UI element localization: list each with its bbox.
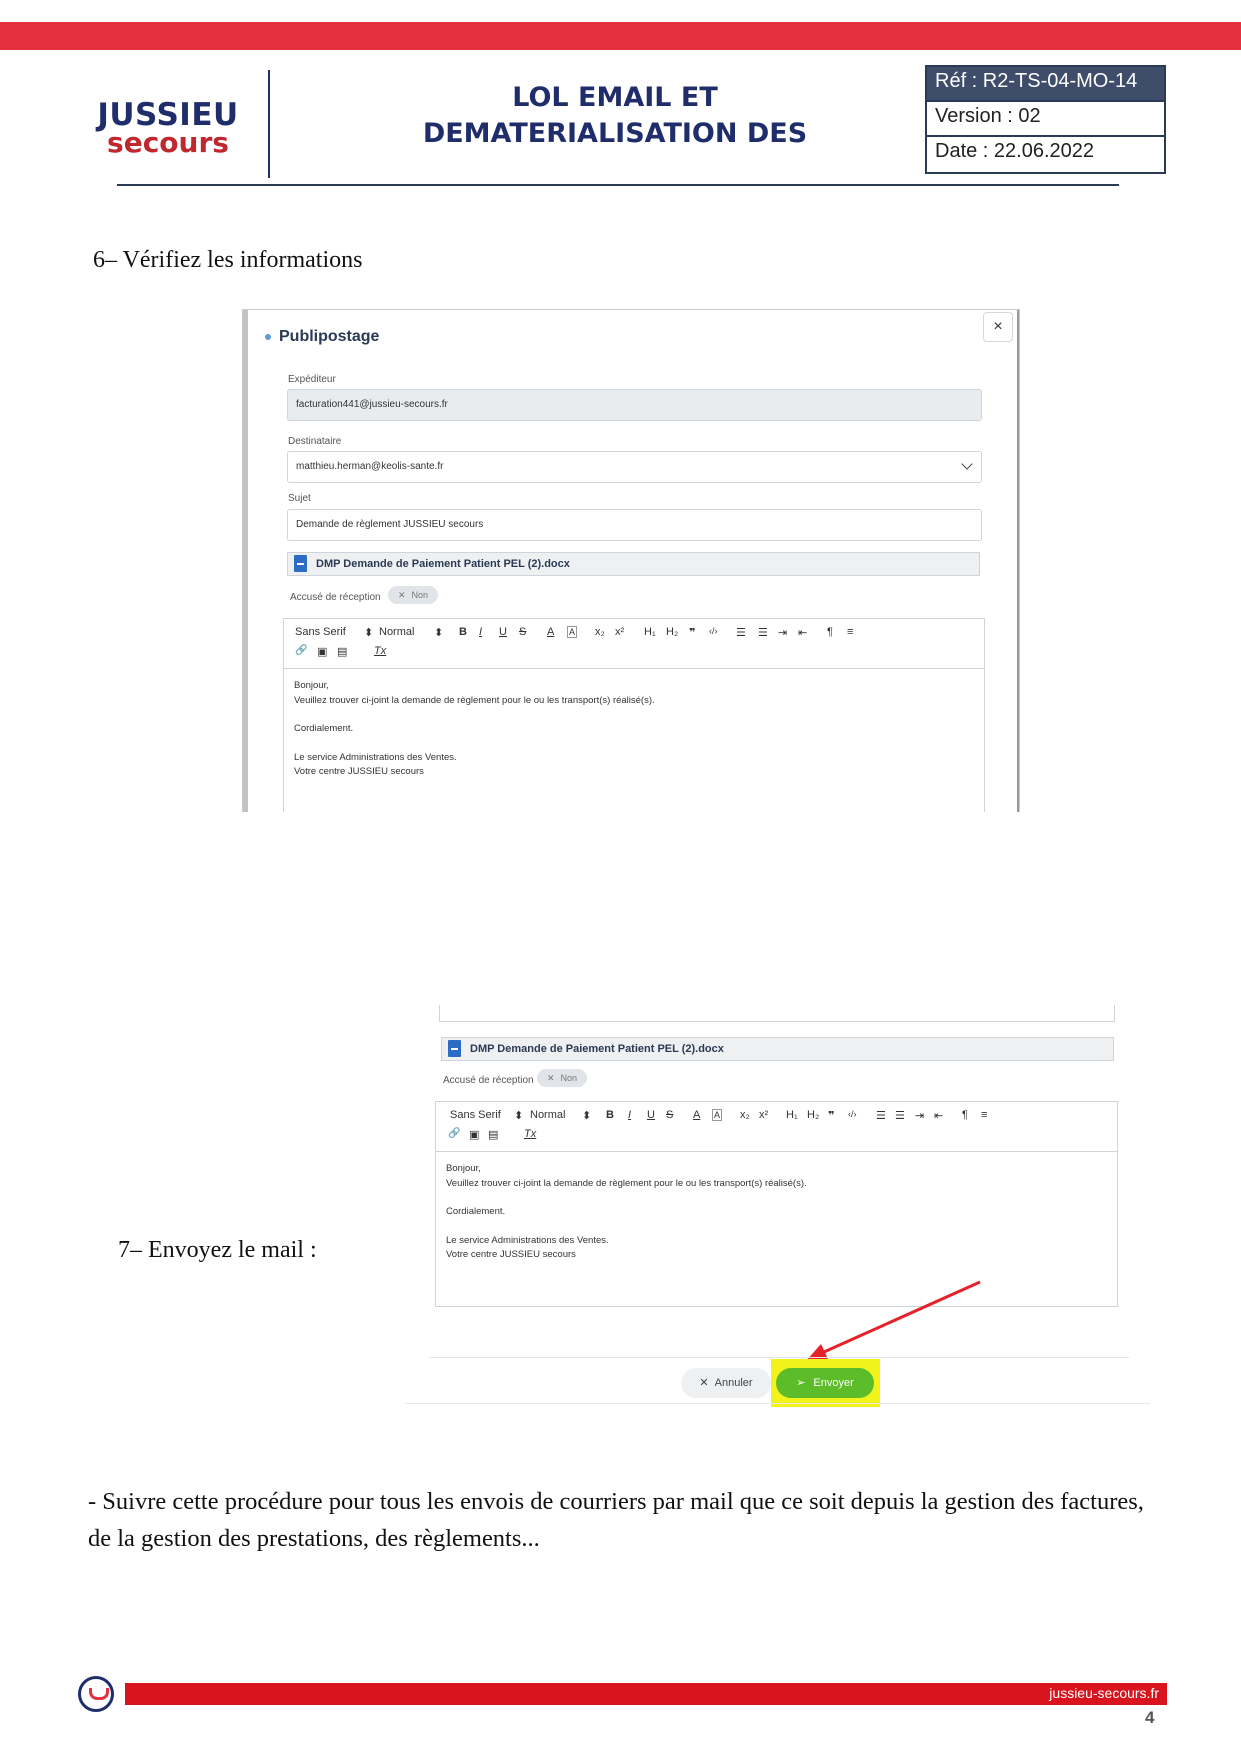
ack-label: Accusé de réception	[443, 1075, 534, 1086]
indent-button[interactable]: ⇥	[778, 627, 788, 639]
procedure-note: - Suivre cette procédure pour tous les envois de courriers par mail que ce soit depuis la gestion des factures, de la gestion des prestations, des règlements...	[88, 1488, 1144, 1552]
ack-toggle-label: Non	[560, 1073, 578, 1083]
x-icon: ✕	[547, 1073, 555, 1083]
underline-button[interactable]: U	[647, 1109, 655, 1121]
chevron-down-icon	[961, 458, 972, 469]
modal-title	[265, 328, 379, 346]
step7-heading: 7– Envoyez le mail :	[118, 1237, 317, 1263]
arrow-shaft	[815, 1282, 980, 1356]
link-button[interactable]: 🔗	[295, 645, 308, 656]
quote-button[interactable]: ❞	[689, 627, 696, 639]
body-line: Votre centre JUSSIEU secours	[294, 766, 424, 777]
footer-bar	[125, 1683, 1167, 1705]
red-arrow-annotation	[405, 1005, 1150, 1405]
ack-label: Accusé de réception	[290, 592, 381, 603]
logo-line1: JUSSIEU	[97, 97, 239, 133]
recipient-value: matthieu.herman@keolis-sante.fr	[296, 461, 444, 472]
word-doc-icon	[294, 555, 307, 572]
ordered-list-button[interactable]: ☰	[876, 1110, 886, 1122]
rtl-button[interactable]: ¶	[827, 626, 833, 638]
send-button[interactable]	[776, 1368, 874, 1398]
body-line: Cordialement.	[294, 723, 354, 734]
footer-logo-icon	[78, 1676, 114, 1712]
ack-toggle-label: Non	[411, 590, 429, 600]
modal-title-text: Publipostage	[279, 328, 380, 345]
recipient-select[interactable]	[287, 451, 982, 483]
code-button[interactable]: ‹/›	[848, 1109, 857, 1119]
close-button[interactable]: ×	[983, 312, 1013, 342]
cancel-button[interactable]	[681, 1368, 771, 1398]
header-rule	[117, 184, 1119, 186]
clean-format-button[interactable]: Tx	[524, 1128, 537, 1140]
body-line: Le service Administrations des Ventes.	[446, 1234, 609, 1246]
subject-input[interactable]: Demande de règlement JUSSIEU secours	[287, 509, 982, 541]
underline-button[interactable]: U	[499, 626, 507, 638]
editor-body[interactable]	[284, 669, 984, 790]
version-number: Version : 02	[927, 102, 1164, 137]
reference-number: Réf : R2-TS-04-MO-14	[927, 67, 1164, 102]
document-title	[390, 80, 840, 152]
rich-text-editor[interactable]	[283, 618, 985, 812]
jussieu-logo	[78, 97, 258, 159]
send-mail-screenshot	[405, 1005, 1150, 1405]
indent-button[interactable]: ⇥	[915, 1110, 925, 1122]
body-line: Veuillez trouver ci-joint la demande de règlement pour le ou les transport(s) réalisé(s).	[294, 694, 655, 706]
sender-field: facturation441@jussieu-secours.fr	[287, 389, 982, 421]
title-line2: DEMATERIALISATION DES	[422, 118, 808, 149]
footer-url[interactable]: jussieu-secours.fr	[1049, 1685, 1159, 1701]
recipient-label: Destinataire	[288, 436, 342, 447]
background-color-button[interactable]: A	[714, 1110, 721, 1120]
align-button[interactable]: ≡	[981, 1109, 988, 1121]
font-select[interactable]: Sans Serif	[295, 626, 346, 638]
top-accent-bar	[0, 22, 1241, 50]
body-line: Le service Administrations des Ventes.	[294, 751, 457, 763]
strike-button[interactable]: S	[666, 1109, 674, 1121]
background-color-button[interactable]: A	[569, 627, 576, 637]
reference-box	[925, 65, 1166, 174]
modal-footer-divider	[429, 1357, 1129, 1358]
body-line: Cordialement.	[446, 1206, 506, 1217]
size-select-arrow-icon: ⬍	[582, 1110, 592, 1122]
bullet-list-button[interactable]: ☰	[895, 1110, 905, 1122]
superscript-button[interactable]: x²	[615, 626, 625, 638]
attachment-name: DMP Demande de Paiement Patient PEL (2).docx	[470, 1043, 724, 1055]
link-button[interactable]: 🔗	[448, 1128, 461, 1139]
clean-format-button[interactable]: Tx	[374, 645, 387, 657]
background-strip	[243, 310, 248, 812]
size-select-arrow-icon: ⬍	[434, 627, 444, 639]
outdent-button[interactable]: ⇤	[798, 627, 808, 639]
body-line: Votre centre JUSSIEU secours	[446, 1249, 576, 1260]
code-button[interactable]: ‹/›	[709, 626, 718, 636]
h1-button[interactable]: H₁	[644, 626, 656, 638]
logo-divider	[268, 70, 270, 178]
subject-label: Sujet	[288, 493, 311, 504]
body-line: Bonjour,	[446, 1163, 481, 1174]
font-select-arrow-icon: ⬍	[364, 627, 374, 639]
attachment-name: DMP Demande de Paiement Patient PEL (2).docx	[316, 558, 570, 570]
italic-button[interactable]: I	[479, 626, 483, 638]
outdent-button[interactable]: ⇤	[934, 1110, 944, 1122]
h1-button[interactable]: H₁	[786, 1109, 798, 1121]
italic-button[interactable]: I	[628, 1109, 632, 1121]
send-icon: ➢	[796, 1377, 806, 1389]
image-button[interactable]: ▣	[469, 1129, 480, 1141]
title-line1: LOL EMAIL ET	[512, 82, 718, 113]
quote-button[interactable]: ❞	[828, 1110, 835, 1122]
document-date: Date : 22.06.2022	[935, 140, 1095, 162]
text-color-button[interactable]: A	[693, 1109, 701, 1121]
image-button[interactable]: ▣	[317, 646, 328, 658]
h2-button[interactable]: H₂	[807, 1109, 820, 1121]
editor-toolbar	[284, 619, 984, 669]
superscript-button[interactable]: x²	[759, 1109, 769, 1121]
step6-heading: 6– Vérifiez les informations	[93, 247, 363, 273]
subscript-button[interactable]: x₂	[595, 626, 605, 638]
page-number: 4	[1145, 1708, 1155, 1727]
scrollbar-edge	[1017, 310, 1019, 812]
screenshot-bottom-edge	[405, 1403, 1150, 1404]
text-color-button[interactable]: A	[547, 626, 555, 638]
ordered-list-button[interactable]: ☰	[736, 627, 746, 639]
publipostage-modal-screenshot	[242, 309, 1020, 812]
size-select[interactable]: Normal	[379, 626, 415, 638]
h2-button[interactable]: H₂	[666, 626, 679, 638]
logo-line2: secours	[107, 126, 229, 159]
attachment-link[interactable]	[287, 552, 980, 576]
sender-label: Expéditeur	[288, 374, 336, 385]
font-select[interactable]: Sans Serif	[450, 1109, 501, 1121]
body-line: Bonjour,	[294, 680, 329, 691]
subscript-button[interactable]: x₂	[740, 1109, 750, 1121]
x-icon: ✕	[699, 1377, 709, 1389]
send-label: Envoyer	[813, 1377, 854, 1389]
bullet-list-button[interactable]: ☰	[758, 627, 768, 639]
body-line: Veuillez trouver ci-joint la demande de règlement pour le ou les transport(s) réalisé(s).	[446, 1177, 807, 1189]
bold-button[interactable]: B	[459, 626, 467, 638]
bold-button[interactable]: B	[606, 1109, 614, 1121]
x-icon: ✕	[398, 590, 406, 600]
strike-button[interactable]: S	[519, 626, 527, 638]
align-button[interactable]: ≡	[847, 626, 854, 638]
ack-toggle[interactable]	[388, 586, 438, 604]
video-button[interactable]: ▤	[337, 646, 348, 658]
font-select-arrow-icon: ⬍	[514, 1110, 524, 1122]
size-select[interactable]: Normal	[530, 1109, 566, 1121]
video-button[interactable]: ▤	[488, 1129, 499, 1141]
rtl-button[interactable]: ¶	[962, 1109, 968, 1121]
bullet-icon	[265, 334, 271, 340]
cancel-label: Annuler	[714, 1377, 753, 1389]
